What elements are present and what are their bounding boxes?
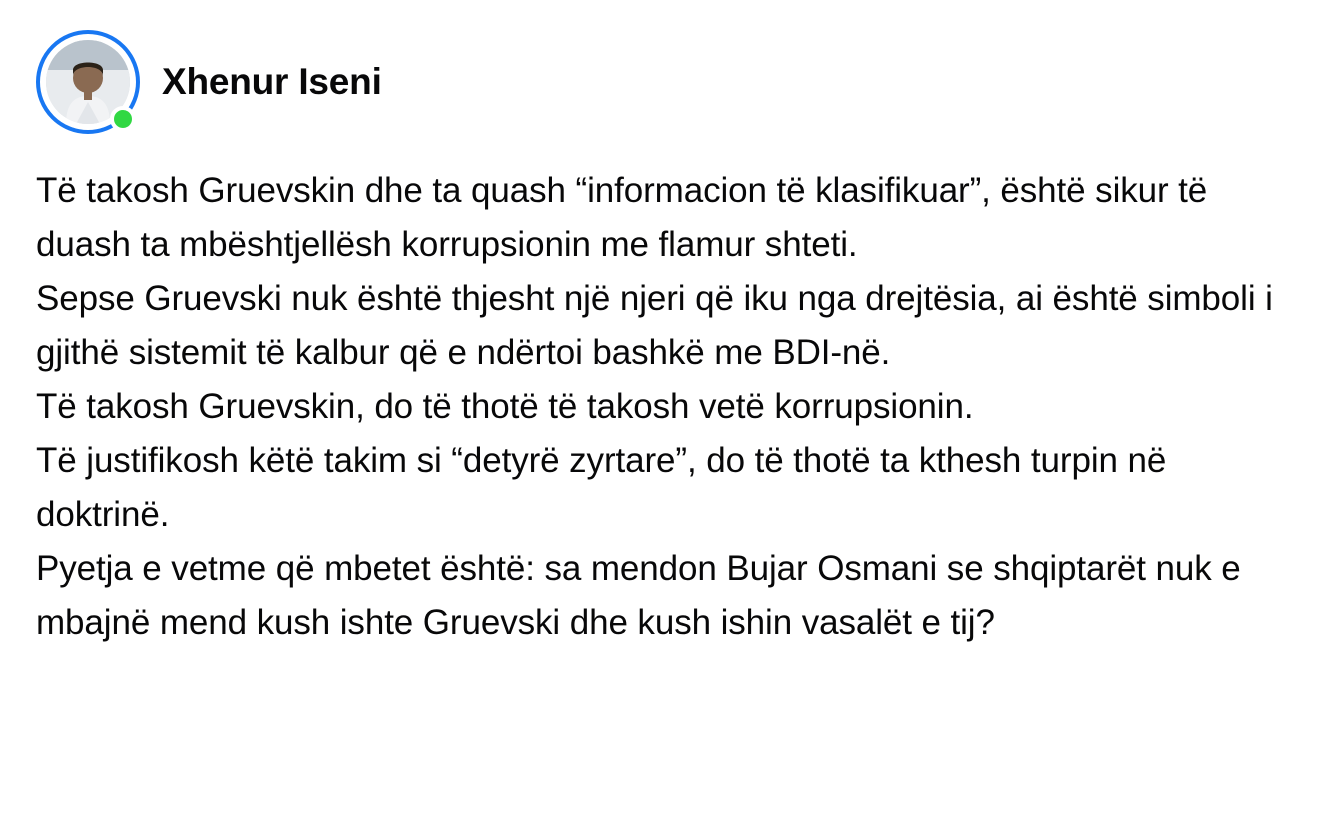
post-paragraph: Të takosh Gruevskin, do të thotë të takosh vetë korrupsionin.	[36, 387, 974, 426]
online-status-indicator	[110, 106, 136, 132]
post-paragraph: Pyetja e vetme që mbetet është: sa mendon Bujar Osmani se shqiptarët nuk e mbajnë mend kush ishte Gruevski dhe kush ishin vasalët e tij?	[36, 549, 1241, 642]
author-name[interactable]: Xhenur Iseni	[162, 60, 382, 102]
post-paragraph: Të justifikosh këtë takim si “detyrë zyrtare”, do të thotë ta kthesh turpin në doktrinë.	[36, 441, 1167, 534]
post-text	[36, 164, 1283, 650]
avatar[interactable]	[36, 30, 140, 134]
post-paragraph: Sepse Gruevski nuk është thjesht një njeri që iku nga drejtësia, ai është simboli i gjithë sistemit të kalbur që e ndërtoi bashkë me BDI-në.	[36, 279, 1273, 372]
post-header	[36, 22, 1283, 142]
post-paragraph: Të takosh Gruevskin dhe ta quash “informacion të klasifikuar”, është sikur të duash ta mbështjellësh korrupsionin me flamur shteti.	[36, 171, 1208, 264]
